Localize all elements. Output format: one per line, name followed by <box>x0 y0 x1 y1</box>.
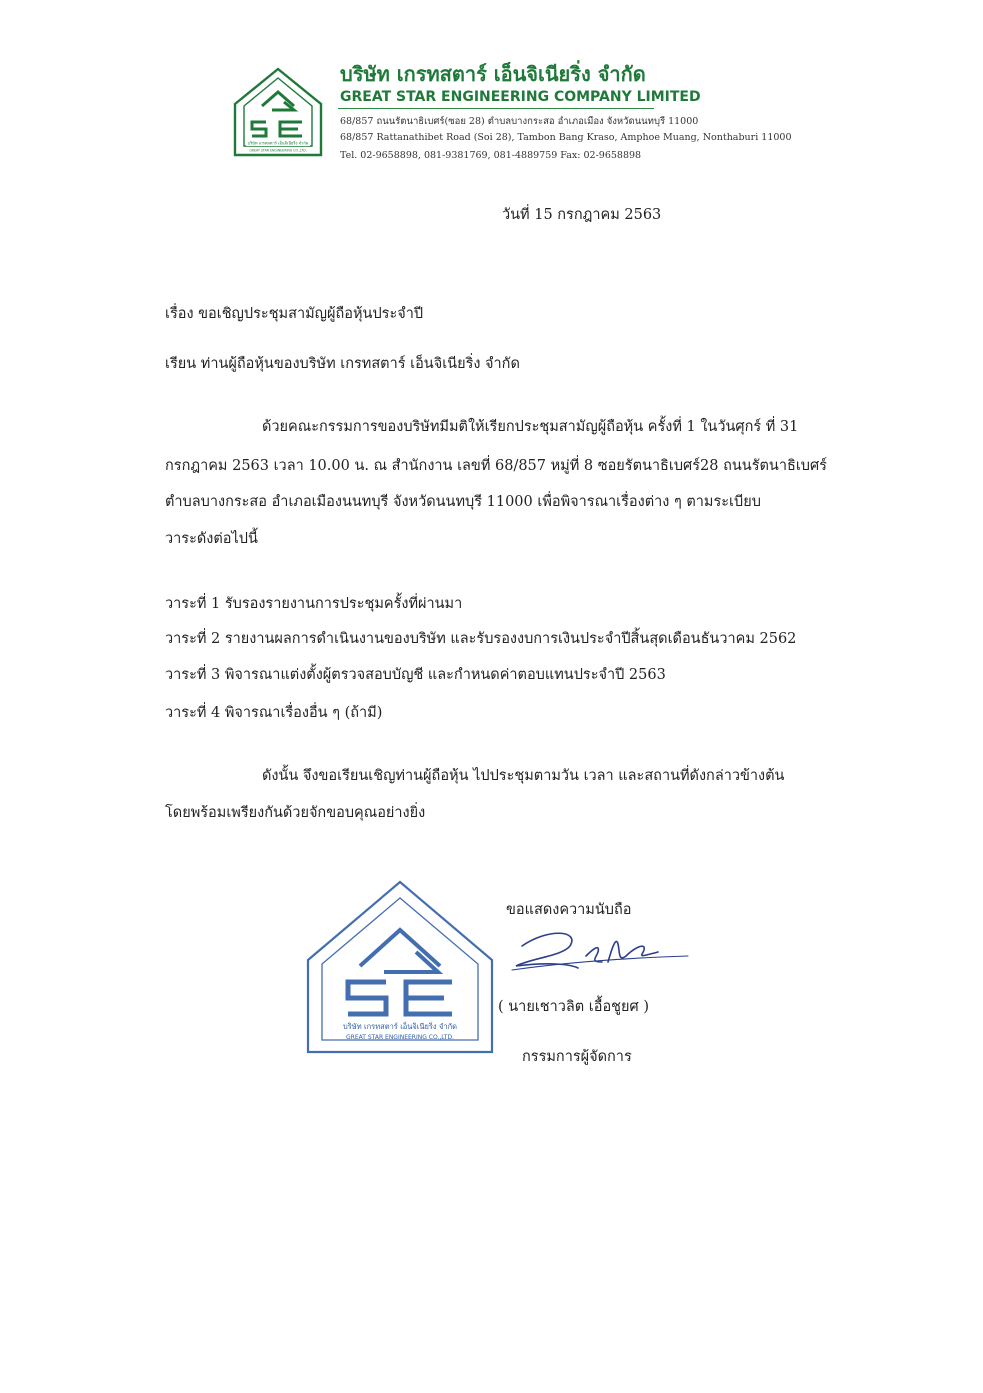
stamp-text-th: บริษัท เกรทสตาร์ เอ็นจิเนียริ่ง จำกัด <box>343 1022 457 1031</box>
letter-recipient: เรียน ท่านผู้ถือหุ้นของบริษัท เกรทสตาร์ เอ็นจิเนียริ่ง จำกัด <box>165 356 520 372</box>
handwritten-signature <box>508 918 690 980</box>
header-divider <box>338 108 654 109</box>
signatory-position: กรรมการผู้จัดการ <box>522 1049 632 1065</box>
company-address-th: 68/857 ถนนรัตนาธิเบศร์(ซอย 28) ตำบลบางกระสอ อำเภอเมือง จังหวัดนนทบุรี 11000 <box>340 116 699 127</box>
agenda-item: วาระที่ 3 พิจารณาแต่งตั้งผู้ตรวจสอบบัญชี และกำหนดค่าตอบแทนประจำปี 2563 <box>165 667 666 683</box>
agenda-item: วาระที่ 2 รายงานผลการดำเนินงานของบริษัท และรับรองงบการเงินประจำปีสิ้นสุดเดือนธันวาคม 2562 <box>165 631 797 647</box>
paragraph2-line: โดยพร้อมเพรียงกันด้วยจักขอบคุณอย่างยิ่ง <box>165 805 426 821</box>
stamp-text-en: GREAT STAR ENGINEERING CO.,LTD. <box>346 1034 454 1041</box>
company-address-en: 68/857 Rattanathibet Road (Soi 28), Tambon Bang Kraso, Amphoe Muang, Nonthaburi 11000 <box>340 132 792 143</box>
company-contact: Tel. 02-9658898, 081-9381769, 081-4889759 Fax: 02-9658898 <box>340 150 642 161</box>
company-name-th: บริษัท เกรทสตาร์ เอ็นจิเนียริ่ง จำกัด <box>340 62 646 86</box>
paragraph1-line: ตำบลบางกระสอ อำเภอเมืองนนทบุรี จังหวัดนนทบุรี 11000 เพื่อพิจารณาเรื่องต่าง ๆ ตามระเบียบ <box>165 494 761 510</box>
paragraph1-line: กรกฎาคม 2563 เวลา 10.00 น. ณ สำนักงาน เลขที่ 68/857 หมู่ที่ 8 ซอยรัตนาธิเบศร์28 ถนนรัตนาธิเบศร์ <box>165 458 827 474</box>
paragraph2-line: ดังนั้น จึงขอเรียนเชิญท่านผู้ถือหุ้น ไปประชุมตามวัน เวลา และสถานที่ดังกล่าวข้างต้น <box>262 768 785 784</box>
logo-caption-th: บริษัท เกรทสตาร์ เอ็นจิเนียริ่ง จำกัด <box>247 140 309 146</box>
letter-subject: เรื่อง ขอเชิญประชุมสามัญผู้ถือหุ้นประจำปี <box>165 306 424 322</box>
letter-date: วันที่ 15 กรกฎาคม 2563 <box>502 207 662 223</box>
paragraph1-line: ด้วยคณะกรรมการของบริษัทมีมติให้เรียกประชุมสามัญผู้ถือหุ้น ครั้งที่ 1 ในวันศุกร์ ที่ 31 <box>262 419 799 435</box>
agenda-item: วาระที่ 1 รับรองรายงานการประชุมครั้งที่ผ่านมา <box>165 596 463 612</box>
closing-phrase: ขอแสดงความนับถือ <box>506 902 632 918</box>
company-stamp <box>302 878 498 1058</box>
company-name-en: GREAT STAR ENGINEERING COMPANY LIMITED <box>340 89 701 105</box>
company-logo <box>232 66 324 158</box>
signatory-name: ( นายเชาวลิต เอื้อชูยศ ) <box>498 999 649 1015</box>
logo-caption-en: GREAT STAR ENGINEERING CO.,LTD. <box>249 148 307 153</box>
paragraph1-line: วาระดังต่อไปนี้ <box>165 531 258 547</box>
agenda-item: วาระที่ 4 พิจารณาเรื่องอื่น ๆ (ถ้ามี) <box>165 705 383 721</box>
